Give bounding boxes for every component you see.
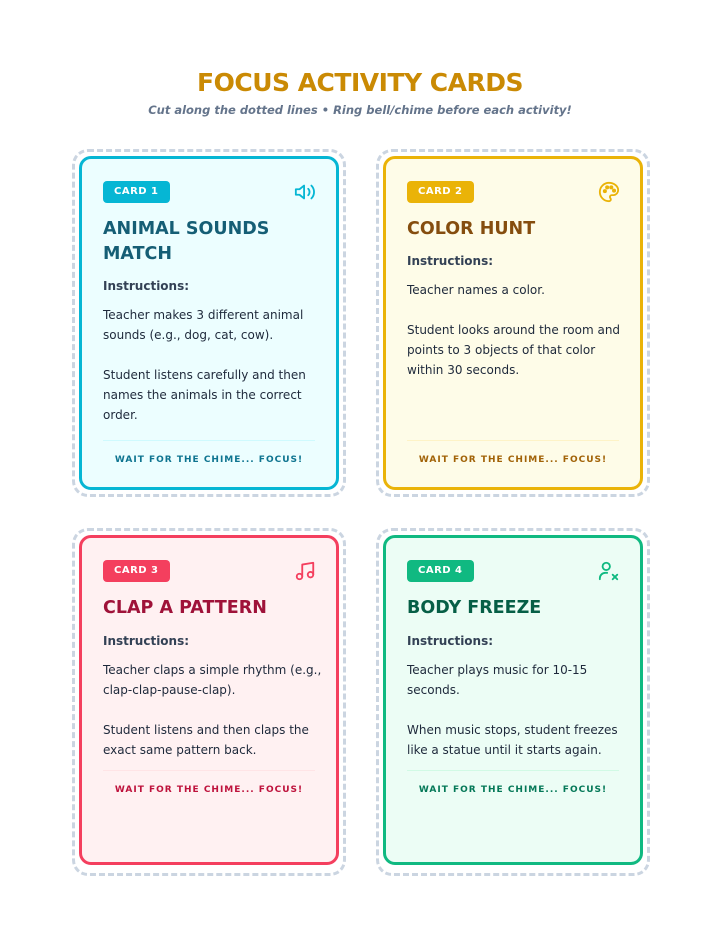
card-title: ANIMAL SOUNDS MATCH <box>103 219 270 264</box>
instruction-paragraph: Student listens carefully and then names the animals in the correct order. <box>103 368 306 422</box>
cut-line-card-3 <box>72 528 346 876</box>
card-badge: CARD 1 <box>103 181 170 203</box>
activity-card <box>383 156 643 490</box>
card-divider <box>407 440 619 441</box>
instructions-text <box>407 280 627 400</box>
card-footer: WAIT FOR THE CHIME... FOCUS! <box>418 455 608 465</box>
card-badge: CARD 2 <box>407 181 474 203</box>
instructions-label: Instructions: <box>407 634 494 648</box>
instructions-text <box>103 305 323 445</box>
card-footer: WAIT FOR THE CHIME... FOCUS! <box>114 455 304 465</box>
cut-line-card-1 <box>72 149 346 497</box>
activity-card <box>79 535 339 865</box>
instructions-text <box>103 660 323 780</box>
instruction-paragraph: When music stops, student freezes like a statue until it starts again. <box>407 723 618 757</box>
instruction-paragraph: Teacher makes 3 different animal sounds (e.g., dog, cat, cow). <box>103 308 304 342</box>
card-title: CLAP A PATTERN <box>103 598 267 618</box>
cut-line-card-4 <box>376 528 650 876</box>
card-badge: CARD 3 <box>103 560 170 582</box>
card-divider <box>103 770 315 771</box>
music-note-icon <box>294 560 316 582</box>
user-x-icon <box>598 560 620 582</box>
instructions-label: Instructions: <box>103 634 190 648</box>
cut-line-card-2 <box>376 149 650 497</box>
instruction-paragraph: Student listens and then claps the exact same pattern back. <box>103 723 309 757</box>
instruction-paragraph: Teacher plays music for 10-15 seconds. <box>407 663 588 697</box>
card-footer: WAIT FOR THE CHIME... FOCUS! <box>418 785 608 795</box>
page-subtitle: Cut along the dotted lines • Ring bell/chime before each activity! <box>148 103 572 117</box>
instructions-label: Instructions: <box>103 279 190 293</box>
instructions-text <box>407 660 627 780</box>
card-divider <box>407 770 619 771</box>
palette-icon <box>598 181 620 203</box>
card-title: BODY FREEZE <box>407 598 542 618</box>
page-title: FOCUS ACTIVITY CARDS <box>197 68 523 97</box>
speaker-icon <box>294 181 316 203</box>
card-divider <box>103 440 315 441</box>
instruction-paragraph: Teacher names a color. <box>407 283 545 297</box>
instruction-paragraph: Student looks around the room and points to 3 objects of that color within 30 seconds. <box>407 323 621 377</box>
card-footer: WAIT FOR THE CHIME... FOCUS! <box>114 785 304 795</box>
instruction-paragraph: Teacher claps a simple rhythm (e.g., clap-clap-pause-clap). <box>103 663 322 697</box>
activity-card <box>383 535 643 865</box>
instructions-label: Instructions: <box>407 254 494 268</box>
card-title: COLOR HUNT <box>407 219 536 239</box>
activity-card <box>79 156 339 490</box>
card-badge: CARD 4 <box>407 560 474 582</box>
